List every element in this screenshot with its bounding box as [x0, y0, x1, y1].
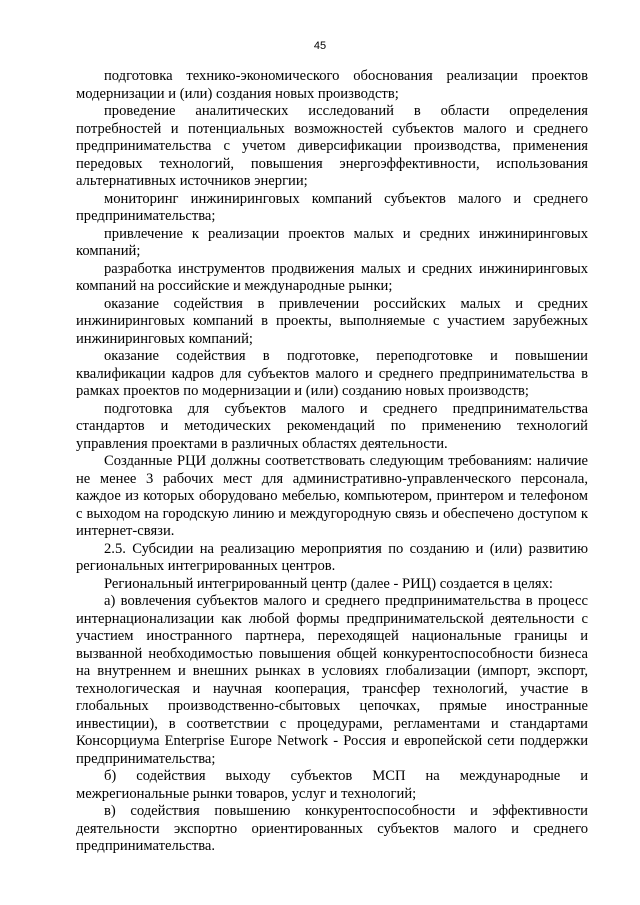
paragraph-feasibility-study: подготовка технико-экономического обоснования реализации проектов модернизации и (или) создания новых производств; [76, 68, 588, 102]
paragraph-section-2-5: 2.5. Субсидии на реализацию мероприятия по созданию и (или) развитию региональных интегрированных центров. [76, 540, 588, 574]
paragraph-rci-requirements: Созданные РЦИ должны соответствовать следующим требованиям: наличие не менее 3 рабочих мест для административно-управленческого персонала, каждое из которых оборудовано мебелью, компьютером, принтером и телефоном с выходом на городскую линию и междугородную связь и обеспечено доступом к интернет-связи. [76, 453, 588, 539]
paragraph-monitoring: мониторинг инжиниринговых компаний субъектов малого и среднего предпринимательства; [76, 190, 588, 224]
paragraph-promotion-tools: разработка инструментов продвижения малых и средних инжиниринговых компаний на российские и международные рынки; [76, 260, 588, 294]
paragraph-assistance-projects: оказание содействия в привлечении российских малых и средних инжиниринговых компаний в проекты, выполняемые с участием зарубежных инжиниринговых компаний; [76, 295, 588, 347]
paragraph-analytical-research: проведение аналитических исследований в области определения потребностей и потенциальных возможностей субъектов малого и среднего предпринимательства с учетом диверсификации производства, применения передовых технологий, повышения энергоэффективности, использования альтернативных источников энергии; [76, 103, 588, 189]
paragraph-item-b: б) содействия выходу субъектов МСП на международные и межрегиональные рынки товаров, услуг и технологий; [76, 768, 588, 802]
paragraph-standards: подготовка для субъектов малого и среднего предпринимательства стандартов и методических рекомендаций по применению технологий управления проектами в различных областях деятельности. [76, 400, 588, 452]
paragraph-attraction: привлечение к реализации проектов малых и средних инжиниринговых компаний; [76, 225, 588, 259]
paragraph-training: оказание содействия в подготовке, переподготовке и повышении квалификации кадров для субъектов малого и среднего предпринимательства в рамках проектов по модернизации и (или) созданию новых производств; [76, 348, 588, 399]
page-number: 45 [313, 40, 327, 52]
paragraph-item-a: а) вовлечения субъектов малого и среднего предпринимательства в процесс интернационализации как любой формы предпринимательской деятельности с участием иностранного партнера, переходящей национальные границы и вызванной необходимостью повышения общей конкурентоспособности бизнеса на внутреннем и внешних рынках в условиях глобализации (импорт, экспорт, технологическая и научная кооперация, трансфер технологий, участие в глобальных производственно-сбытовых цепочках, прямые иностранные инвестиции), в соответствии с процедурами, регламентами и стандартами Консорциума Enterprise Europe Network - Россия и европейской сети поддержки предпринимательства; [76, 593, 588, 767]
paragraph-item-v: в) содействия повышению конкурентоспособности и эффективности деятельности экспортно ориентированных субъектов малого и среднего предпринимательства. [76, 803, 588, 854]
paragraph-ric-purposes: Региональный интегрированный центр (далее - РИЦ) создается в целях: [104, 575, 553, 592]
document-body [76, 68, 588, 856]
